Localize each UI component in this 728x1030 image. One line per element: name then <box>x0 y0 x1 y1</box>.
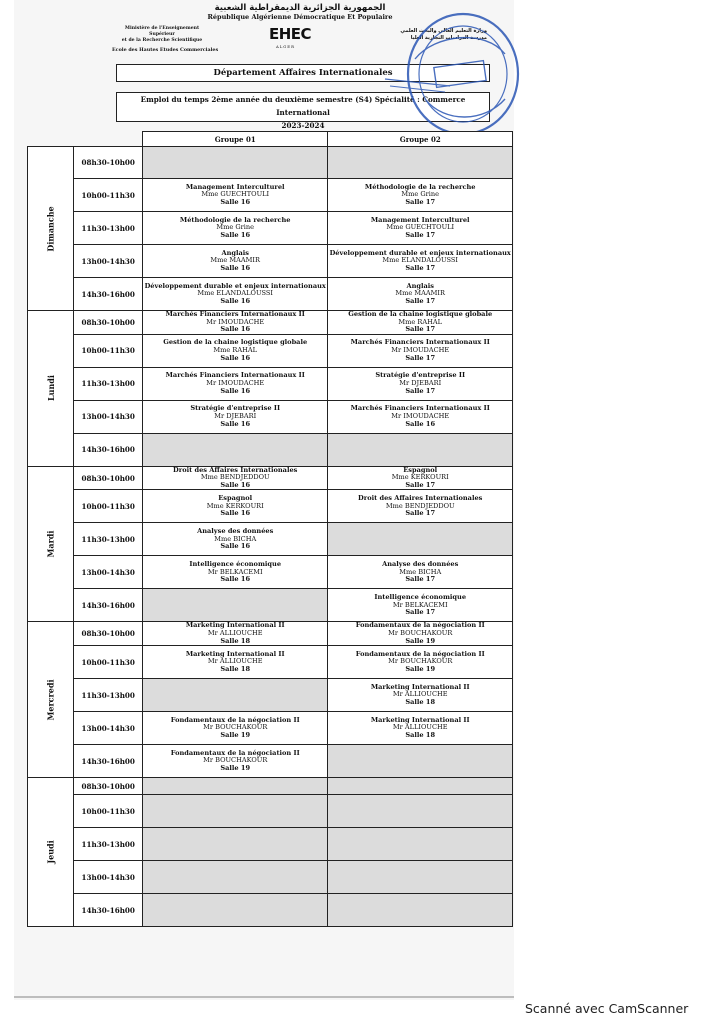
course-cell-group-2 <box>328 334 513 367</box>
timetable-row <box>28 147 513 179</box>
timetable-row <box>28 828 513 861</box>
time-slot: 11h30-13h00 <box>74 828 143 861</box>
french-republic-title: République Algérienne Démocratique Et Populaire <box>207 13 393 21</box>
time-slot: 14h30-16h00 <box>74 433 143 466</box>
teacher-name: Mme Grine <box>216 223 255 232</box>
course-cell-group-1 <box>143 556 328 589</box>
course-title: Marketing International II <box>185 621 285 630</box>
header-blank <box>74 132 143 147</box>
day-name: Mardi <box>45 530 56 558</box>
course-title: Méthodologie de la recherche <box>179 215 291 224</box>
course-cell-group-2 <box>328 400 513 433</box>
course-cell-group-2 <box>328 622 513 646</box>
course-cell-group-1 <box>143 334 328 367</box>
room-number: Salle 16 <box>220 197 251 206</box>
time-slot: 10h00-11h30 <box>74 646 143 679</box>
room-number: Salle 19 <box>220 763 251 772</box>
ministry-line-1: Ministère de l'Enseignement Supérieur <box>124 26 200 37</box>
empty-slot <box>328 745 513 778</box>
course-cell-group-2 <box>328 179 513 212</box>
room-number: Salle 17 <box>405 197 436 206</box>
timetable-row <box>28 679 513 712</box>
course-title: Analyse des données <box>382 560 459 569</box>
course-title: Marketing International II <box>185 649 285 658</box>
course-title: Marchés Financiers Internationaux II <box>350 338 490 347</box>
day-label <box>28 778 74 927</box>
time-slot: 13h00-14h30 <box>74 245 143 278</box>
group-header-row <box>28 132 513 147</box>
course-title: Marchés Financiers Internationaux II <box>350 404 490 413</box>
room-number: Salle 19 <box>405 664 436 673</box>
course-cell-group-2 <box>328 367 513 400</box>
teacher-name: Mme KERKOURI <box>206 501 264 510</box>
ehec-logo: EHEC <box>269 25 312 43</box>
course-cell-group-1 <box>143 466 328 490</box>
course-cell-group-1 <box>143 712 328 745</box>
teacher-name: Mr IMOUDACHE <box>391 411 450 420</box>
timetable-row <box>28 523 513 556</box>
empty-slot <box>143 778 328 795</box>
teacher-name: Mme BENDJEDDOU <box>200 473 270 482</box>
teacher-name: Mme RAHAL <box>213 345 258 354</box>
teacher-name: Mr BOUCHAKOUR <box>388 657 453 666</box>
day-name: Dimanche <box>45 205 56 252</box>
time-slot: 14h30-16h00 <box>74 745 143 778</box>
room-number: Salle 18 <box>405 697 436 706</box>
course-title: Anglais <box>221 248 249 257</box>
teacher-name: Mr IMOUDACHE <box>391 345 450 354</box>
room-number: Salle 16 <box>220 509 251 518</box>
course-title: Gestion de la chaine logistique globale <box>163 338 308 347</box>
room-number: Salle 16 <box>220 353 251 362</box>
time-slot: 08h30-10h00 <box>74 311 143 335</box>
course-cell-group-2 <box>328 311 513 335</box>
day-name: Lundi <box>45 375 56 402</box>
empty-slot <box>328 147 513 179</box>
academic-year: 2023-2024 <box>281 121 325 130</box>
teacher-name: Mr ALLIOUCHE <box>207 657 263 666</box>
course-title: Fondamentaux de la négociation II <box>355 621 485 630</box>
room-number: Salle 16 <box>220 263 251 272</box>
course-title: Anglais <box>406 281 434 290</box>
room-number: Salle 16 <box>220 325 251 334</box>
room-number: Salle 17 <box>405 509 436 518</box>
course-title: Espagnol <box>218 494 253 503</box>
room-number: Salle 19 <box>405 636 436 645</box>
teacher-name: Mr DJEBARI <box>399 378 442 387</box>
course-cell-group-2 <box>328 589 513 622</box>
room-number: Salle 17 <box>405 608 436 617</box>
timetable-row <box>28 334 513 367</box>
room-number: Salle 17 <box>405 386 436 395</box>
teacher-name: Mme MAAMIR <box>210 256 261 265</box>
time-slot: 14h30-16h00 <box>74 589 143 622</box>
teacher-name: Mme GUECHTOULI <box>201 190 270 199</box>
course-title: Développement durable et enjeux internationaux <box>329 248 511 257</box>
course-title: Marchés Financiers Internationaux II <box>165 371 305 380</box>
course-cell-group-2 <box>328 245 513 278</box>
teacher-name: Mme GUECHTOULI <box>386 223 455 232</box>
teacher-name: Mr ALLIOUCHE <box>392 723 448 732</box>
ehec-logo-subtitle: ALGER <box>276 44 295 49</box>
course-cell-group-2 <box>328 490 513 523</box>
teacher-name: Mme MAAMIR <box>395 289 446 298</box>
timetable-row <box>28 712 513 745</box>
course-cell-group-1 <box>143 523 328 556</box>
time-slot: 14h30-16h00 <box>74 894 143 927</box>
room-number: Salle 19 <box>220 730 251 739</box>
time-slot: 13h00-14h30 <box>74 556 143 589</box>
room-number: Salle 17 <box>405 230 436 239</box>
empty-slot <box>143 147 328 179</box>
course-title: Fondamentaux de la négociation II <box>170 748 300 757</box>
course-cell-group-1 <box>143 245 328 278</box>
day-name: Jeudi <box>45 840 56 864</box>
room-number: Salle 16 <box>220 575 251 584</box>
time-slot: 13h00-14h30 <box>74 712 143 745</box>
time-slot: 11h30-13h00 <box>74 523 143 556</box>
course-title: Management Interculturel <box>370 215 470 224</box>
course-title: Droit des Affaires Internationales <box>173 465 298 474</box>
course-title: Gestion de la chaine logistique globale <box>348 310 493 318</box>
time-slot: 10h00-11h30 <box>74 334 143 367</box>
course-title: Droit des Affaires Internationales <box>358 494 483 503</box>
room-number: Salle 16 <box>220 480 251 489</box>
ministry-name <box>112 26 212 44</box>
time-slot: 08h30-10h00 <box>74 622 143 646</box>
day-label <box>28 622 74 778</box>
time-slot: 10h00-11h30 <box>74 179 143 212</box>
course-title: Marchés Financiers Internationaux II <box>165 310 305 318</box>
timetable-row <box>28 861 513 894</box>
timetable-row <box>28 778 513 795</box>
empty-slot <box>328 828 513 861</box>
group-header: Groupe 01 <box>143 132 328 147</box>
course-title: Espagnol <box>403 465 438 474</box>
course-title: Stratégie d'entreprise II <box>375 371 466 380</box>
time-slot: 11h30-13h00 <box>74 679 143 712</box>
timetable-row <box>28 646 513 679</box>
course-cell-group-1 <box>143 745 328 778</box>
teacher-name: Mr IMOUDACHE <box>206 317 265 326</box>
time-slot: 08h30-10h00 <box>74 778 143 795</box>
time-slot: 08h30-10h00 <box>74 147 143 179</box>
day-label <box>28 466 74 622</box>
timetable-row <box>28 556 513 589</box>
arabic-ministry-line-2: مدرسة الدراسات التجارية العليا <box>410 35 487 41</box>
room-number: Salle 17 <box>405 480 436 489</box>
teacher-name: Mr BELKACEMI <box>207 567 263 576</box>
teacher-name: Mme RAHAL <box>398 317 443 326</box>
empty-slot <box>328 778 513 795</box>
room-number: Salle 17 <box>405 353 436 362</box>
room-number: Salle 18 <box>220 636 251 645</box>
empty-slot <box>328 861 513 894</box>
camscanner-watermark: Scanné avec CamScanner <box>525 1001 689 1016</box>
room-number: Salle 16 <box>220 386 251 395</box>
empty-slot <box>143 679 328 712</box>
course-cell-group-1 <box>143 212 328 245</box>
course-title: Stratégie d'entreprise II <box>190 404 281 413</box>
timetable-row <box>28 745 513 778</box>
room-number: Salle 17 <box>405 296 436 305</box>
timetable-row <box>28 490 513 523</box>
timetable-row <box>28 795 513 828</box>
empty-slot <box>328 523 513 556</box>
teacher-name: Mr BELKACEMI <box>392 600 448 609</box>
arabic-ministry-block <box>352 28 487 42</box>
course-cell-group-1 <box>143 622 328 646</box>
course-title: Fondamentaux de la négociation II <box>355 649 485 658</box>
timetable-row <box>28 212 513 245</box>
teacher-name: Mme BICHA <box>214 534 257 543</box>
empty-slot <box>328 894 513 927</box>
teacher-name: Mme Grine <box>401 190 440 199</box>
room-number: Salle 17 <box>405 263 436 272</box>
time-slot: 13h00-14h30 <box>74 861 143 894</box>
group-header: Groupe 02 <box>328 132 513 147</box>
room-number: Salle 16 <box>220 419 251 428</box>
empty-slot <box>143 828 328 861</box>
timetable-row <box>28 589 513 622</box>
course-title: Management Interculturel <box>185 182 285 191</box>
course-cell-group-2 <box>328 212 513 245</box>
course-title: Marketing International II <box>370 715 470 724</box>
course-cell-group-1 <box>143 367 328 400</box>
timetable-row <box>28 622 513 646</box>
course-title: Méthodologie de la recherche <box>364 182 476 191</box>
empty-slot <box>143 433 328 466</box>
time-slot: 14h30-16h00 <box>74 278 143 311</box>
room-number: Salle 16 <box>220 230 251 239</box>
teacher-name: Mme ELANDALOUSSI <box>197 289 274 298</box>
teacher-name: Mr IMOUDACHE <box>206 378 265 387</box>
room-number: Salle 17 <box>405 325 436 334</box>
time-slot: 11h30-13h00 <box>74 367 143 400</box>
room-number: Salle 18 <box>220 664 251 673</box>
timetable-row <box>28 466 513 490</box>
teacher-name: Mr ALLIOUCHE <box>392 690 448 699</box>
time-slot: 11h30-13h00 <box>74 212 143 245</box>
course-title: Marketing International II <box>370 682 470 691</box>
course-cell-group-1 <box>143 179 328 212</box>
time-slot: 08h30-10h00 <box>74 466 143 490</box>
room-number: Salle 16 <box>220 542 251 551</box>
empty-slot <box>143 894 328 927</box>
empty-slot <box>143 795 328 828</box>
course-title: Intelligence économique <box>374 593 467 602</box>
course-cell-group-1 <box>143 490 328 523</box>
course-title: Intelligence économique <box>189 560 282 569</box>
timetable-row <box>28 311 513 335</box>
room-number: Salle 18 <box>405 730 436 739</box>
room-number: Salle 17 <box>405 575 436 584</box>
ministry-line-2: et de la Recherche Scientifique <box>121 37 203 43</box>
teacher-name: Mr BOUCHAKOUR <box>203 723 268 732</box>
time-slot: 13h00-14h30 <box>74 400 143 433</box>
course-cell-group-2 <box>328 712 513 745</box>
timetable-row <box>28 433 513 466</box>
timetable-row <box>28 278 513 311</box>
day-name: Mercredi <box>45 679 56 721</box>
course-cell-group-1 <box>143 311 328 335</box>
timetable-row <box>28 400 513 433</box>
teacher-name: Mme KERKOURI <box>391 473 449 482</box>
day-label <box>28 147 74 311</box>
teacher-name: Mme BENDJEDDOU <box>385 501 455 510</box>
course-title: Développement durable et enjeux internationaux <box>144 281 326 290</box>
course-cell-group-1 <box>143 278 328 311</box>
department-title: Département Affaires Internationales <box>116 64 490 82</box>
course-title: Analyse des données <box>197 527 274 536</box>
course-cell-group-2 <box>328 679 513 712</box>
course-cell-group-2 <box>328 466 513 490</box>
time-slot: 10h00-11h30 <box>74 795 143 828</box>
teacher-name: Mr DJEBARI <box>214 411 257 420</box>
teacher-name: Mme ELANDALOUSSI <box>382 256 459 265</box>
timetable-row <box>28 245 513 278</box>
teacher-name: Mme BICHA <box>399 567 442 576</box>
room-number: Salle 16 <box>220 296 251 305</box>
teacher-name: Mr BOUCHAKOUR <box>388 629 453 638</box>
timetable-title-line: Emploi du temps 2ème année du deuxième semestre (S4) Spécialité : Commerce International <box>140 95 466 117</box>
arabic-ministry-line-1: وزارة التعليم العالي والبحث العلمي <box>400 28 487 34</box>
course-cell-group-2 <box>328 278 513 311</box>
course-cell-group-2 <box>328 556 513 589</box>
teacher-name: Mr ALLIOUCHE <box>207 629 263 638</box>
course-title: Fondamentaux de la négociation II <box>170 715 300 724</box>
empty-slot <box>143 861 328 894</box>
course-cell-group-1 <box>143 400 328 433</box>
header-blank <box>28 132 74 147</box>
course-cell-group-2 <box>328 646 513 679</box>
course-cell-group-1 <box>143 646 328 679</box>
timetable-row <box>28 367 513 400</box>
timetable <box>27 131 513 927</box>
empty-slot <box>328 433 513 466</box>
teacher-name: Mr BOUCHAKOUR <box>203 756 268 765</box>
empty-slot <box>143 589 328 622</box>
arabic-republic-title: الجمهورية الجزائرية الديمقراطية الشعبية <box>214 3 386 13</box>
room-number: Salle 16 <box>405 419 436 428</box>
day-label <box>28 311 74 467</box>
empty-slot <box>328 795 513 828</box>
timetable-title <box>116 92 490 130</box>
timetable-row <box>28 179 513 212</box>
school-name: Ecole des Hautes Etudes Commerciales <box>112 47 219 53</box>
time-slot: 10h00-11h30 <box>74 490 143 523</box>
timetable-row <box>28 894 513 927</box>
page-edge <box>14 996 514 998</box>
